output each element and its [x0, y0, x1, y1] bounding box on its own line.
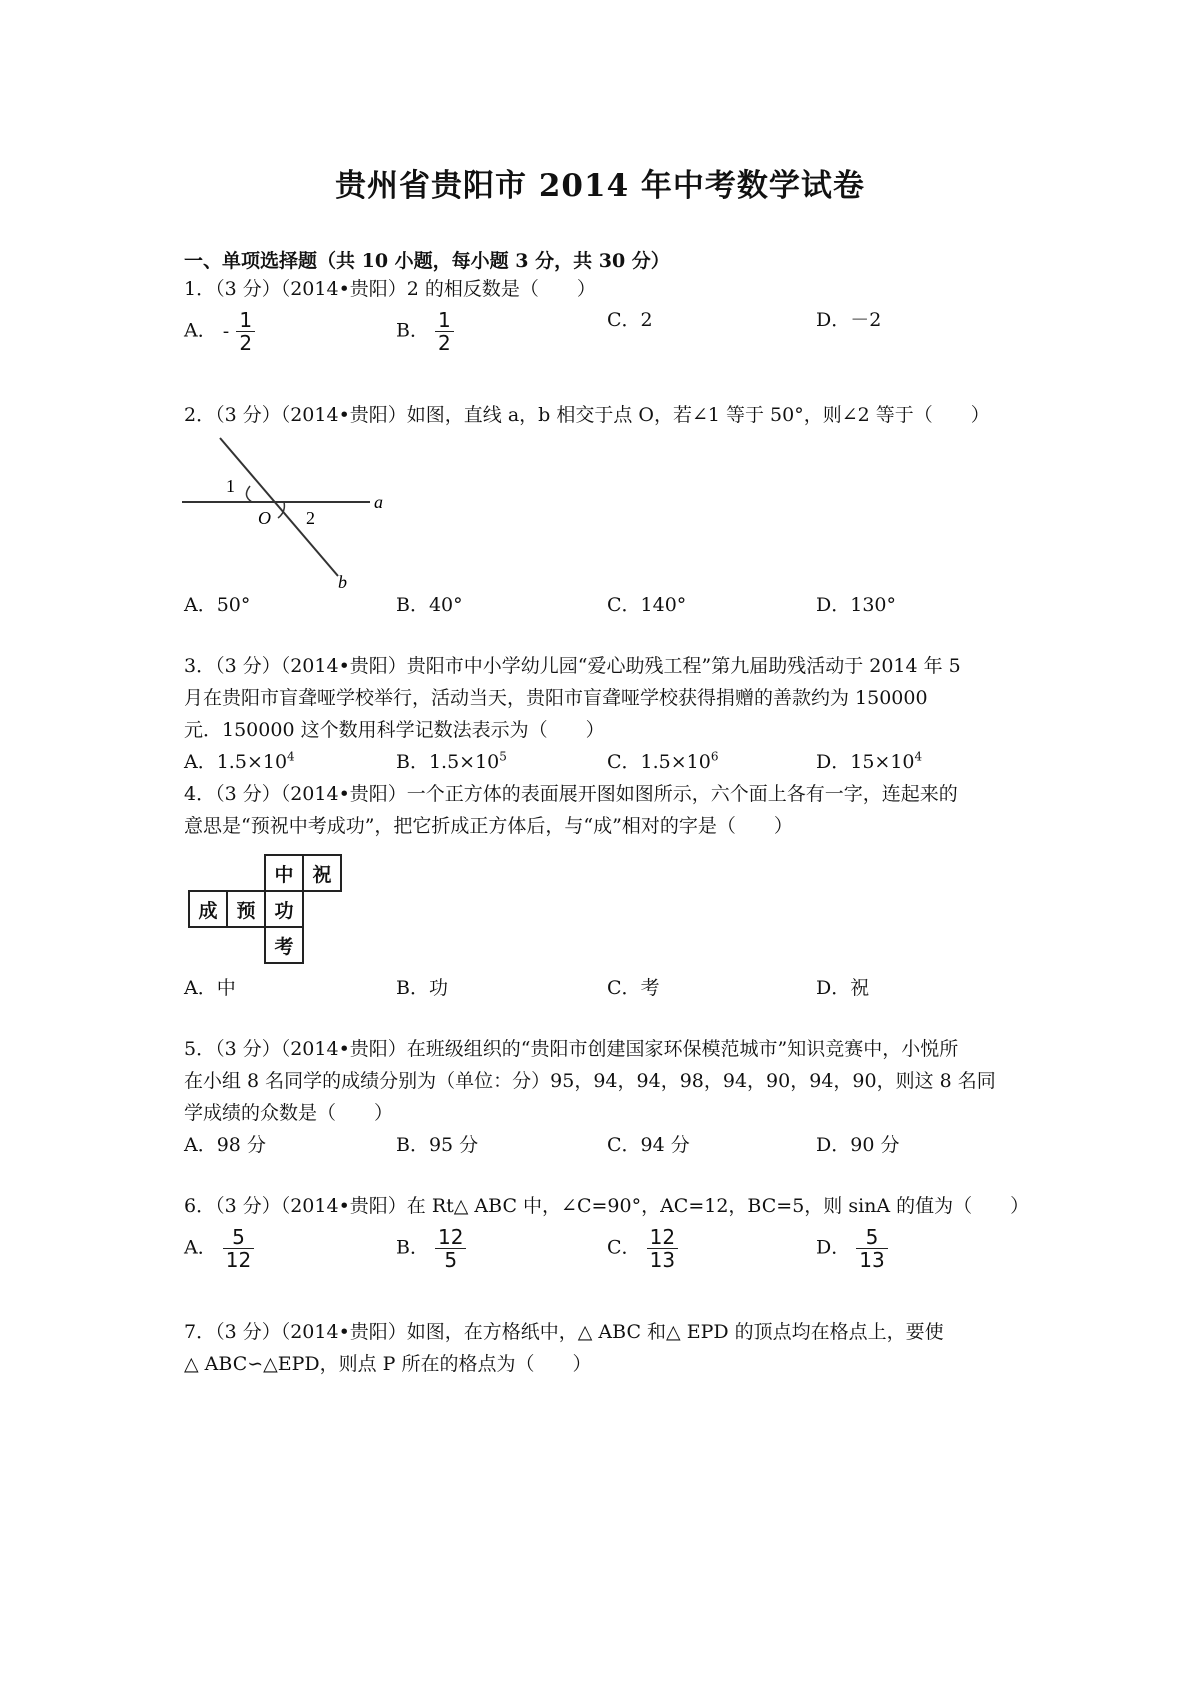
option-text: C．1.5×10 [607, 751, 711, 773]
exponent: 4 [914, 749, 923, 764]
option-text: A．1.5×10 [184, 751, 288, 773]
question-5-line-3: 学成绩的众数是（ ） [184, 1102, 394, 1124]
option-label: B． [396, 1236, 429, 1259]
question-2-option-d: D．130° [816, 594, 896, 616]
net-cell-kao: 考 [264, 926, 304, 964]
net-cell-zhu: 祝 [302, 854, 342, 892]
option-label: D． [816, 1236, 851, 1259]
question-3-option-b [396, 751, 507, 774]
numerator: 1 [236, 309, 255, 332]
question-3-option-c [607, 751, 719, 774]
question-2-option-a: A．50° [184, 594, 251, 616]
question-4-line-2: 意思是“预祝中考成功”，把它折成正方体后，与“成”相对的字是（ ） [184, 815, 793, 837]
question-1-option-b [396, 309, 454, 354]
denominator: 13 [859, 1248, 885, 1272]
angle-1-arc [246, 486, 252, 502]
net-cell-zhong: 中 [264, 854, 304, 892]
page-title: 贵州省贵阳市 2014 年中考数学试卷 [335, 168, 865, 204]
net-cell-cheng: 成 [188, 890, 228, 928]
denominator: 2 [239, 331, 253, 355]
option-label: B． [396, 319, 429, 342]
numerator: 5 [223, 1226, 254, 1249]
fraction [223, 1226, 254, 1271]
question-6-option-d [816, 1226, 888, 1271]
question-1-option-a [184, 309, 255, 354]
point-o-label: O [258, 508, 271, 528]
fraction [435, 309, 454, 354]
numerator: 5 [856, 1226, 887, 1249]
exponent: 6 [710, 749, 719, 764]
question-5-line-2: 在小组 8 名同学的成绩分别为（单位：分）95，94，94，98，94，90，94，90，则这 8 名同 [184, 1070, 996, 1092]
line-a-label: a [374, 492, 383, 512]
question-6-stem: 6．（3 分）（2014•贵阳）在 Rt△ ABC 中，∠C=90°，AC=12，BC=5，则 sinA 的值为（ ） [184, 1195, 1030, 1217]
fraction [856, 1226, 887, 1271]
question-7-line-2: △ ABC∽△EPD，则点 P 所在的格点为（ ） [184, 1353, 592, 1375]
line-b [220, 438, 338, 576]
question-2-option-b: B．40° [396, 594, 463, 616]
numerator: 12 [435, 1226, 466, 1249]
line-b-label: b [338, 572, 347, 592]
question-1-option-d: D．－2 [816, 309, 882, 331]
option-label: C． [607, 1236, 641, 1259]
question-3-option-a [184, 751, 295, 774]
denominator: 13 [649, 1248, 676, 1272]
option-text: B．1.5×10 [396, 751, 500, 773]
question-2-option-c: C．140° [607, 594, 687, 616]
question-5-option-a: A．98 分 [184, 1134, 266, 1156]
option-label: A． [184, 319, 217, 342]
question-3-option-d [816, 751, 922, 774]
question-6-option-c [607, 1226, 678, 1271]
numerator: 1 [435, 309, 454, 332]
question-5-option-b: B．95 分 [396, 1134, 479, 1156]
question-6-option-b [396, 1226, 466, 1271]
section-heading: 一、单项选择题（共 10 小题，每小题 3 分，共 30 分） [184, 250, 670, 272]
fraction [236, 309, 255, 354]
question-3-line-3: 元．150000 这个数用科学记数法表示为（ ） [184, 719, 605, 741]
angle-1-label: 1 [226, 476, 235, 496]
exponent: 5 [499, 749, 507, 764]
question-4-option-c: C．考 [607, 977, 660, 999]
question-5-line-1: 5．（3 分）（2014•贵阳）在班级组织的“贵阳市创建国家环保模范城市”知识竞赛中，小悦所 [184, 1038, 959, 1060]
question-4-line-1: 4．（3 分）（2014•贵阳）一个正方体的表面展开图如图所示，六个面上各有一字，连起来的 [184, 783, 958, 805]
question-3-line-2: 月在贵阳市盲聋哑学校举行，活动当天，贵阳市盲聋哑学校获得捐赠的善款约为 150000 [184, 687, 928, 709]
denominator: 12 [225, 1248, 252, 1272]
question-1-stem: 1．（3 分）（2014•贵阳）2 的相反数是（ ） [184, 278, 596, 300]
question-5-option-d: D．90 分 [816, 1134, 900, 1156]
minus-sign: - [222, 320, 230, 342]
question-5-option-c: C．94 分 [607, 1134, 690, 1156]
question-4-option-a: A．中 [184, 977, 236, 999]
net-cell-gong: 功 [264, 890, 304, 928]
question-4-option-d: D．祝 [816, 977, 870, 999]
denominator: 2 [438, 331, 451, 355]
question-6-option-a [184, 1226, 254, 1271]
fraction [647, 1226, 678, 1271]
cube-net-figure [184, 854, 364, 974]
exponent: 4 [287, 749, 295, 764]
question-2-stem: 2．（3 分）（2014•贵阳）如图，直线 a，b 相交于点 O，若∠1 等于 50°，则∠2 等于（ ） [184, 404, 990, 426]
angle-2-label: 2 [306, 508, 315, 528]
question-1-option-c: C．2 [607, 309, 653, 331]
question-7-line-1: 7．（3 分）（2014•贵阳）如图，在方格纸中，△ ABC 和△ EPD 的顶点均在格点上，要使 [184, 1321, 944, 1343]
fraction [435, 1226, 466, 1271]
intersecting-lines-figure [180, 432, 400, 592]
option-label: A． [184, 1236, 217, 1259]
question-4-option-b: B．功 [396, 977, 448, 999]
question-3-line-1: 3．（3 分）（2014•贵阳）贵阳市中小学幼儿园“爱心助残工程”第九届助残活动于 2014 年 5 [184, 655, 961, 677]
net-cell-yu: 预 [226, 890, 266, 928]
option-text: D．15×10 [816, 751, 915, 773]
denominator: 5 [444, 1248, 458, 1272]
numerator: 12 [647, 1226, 678, 1249]
